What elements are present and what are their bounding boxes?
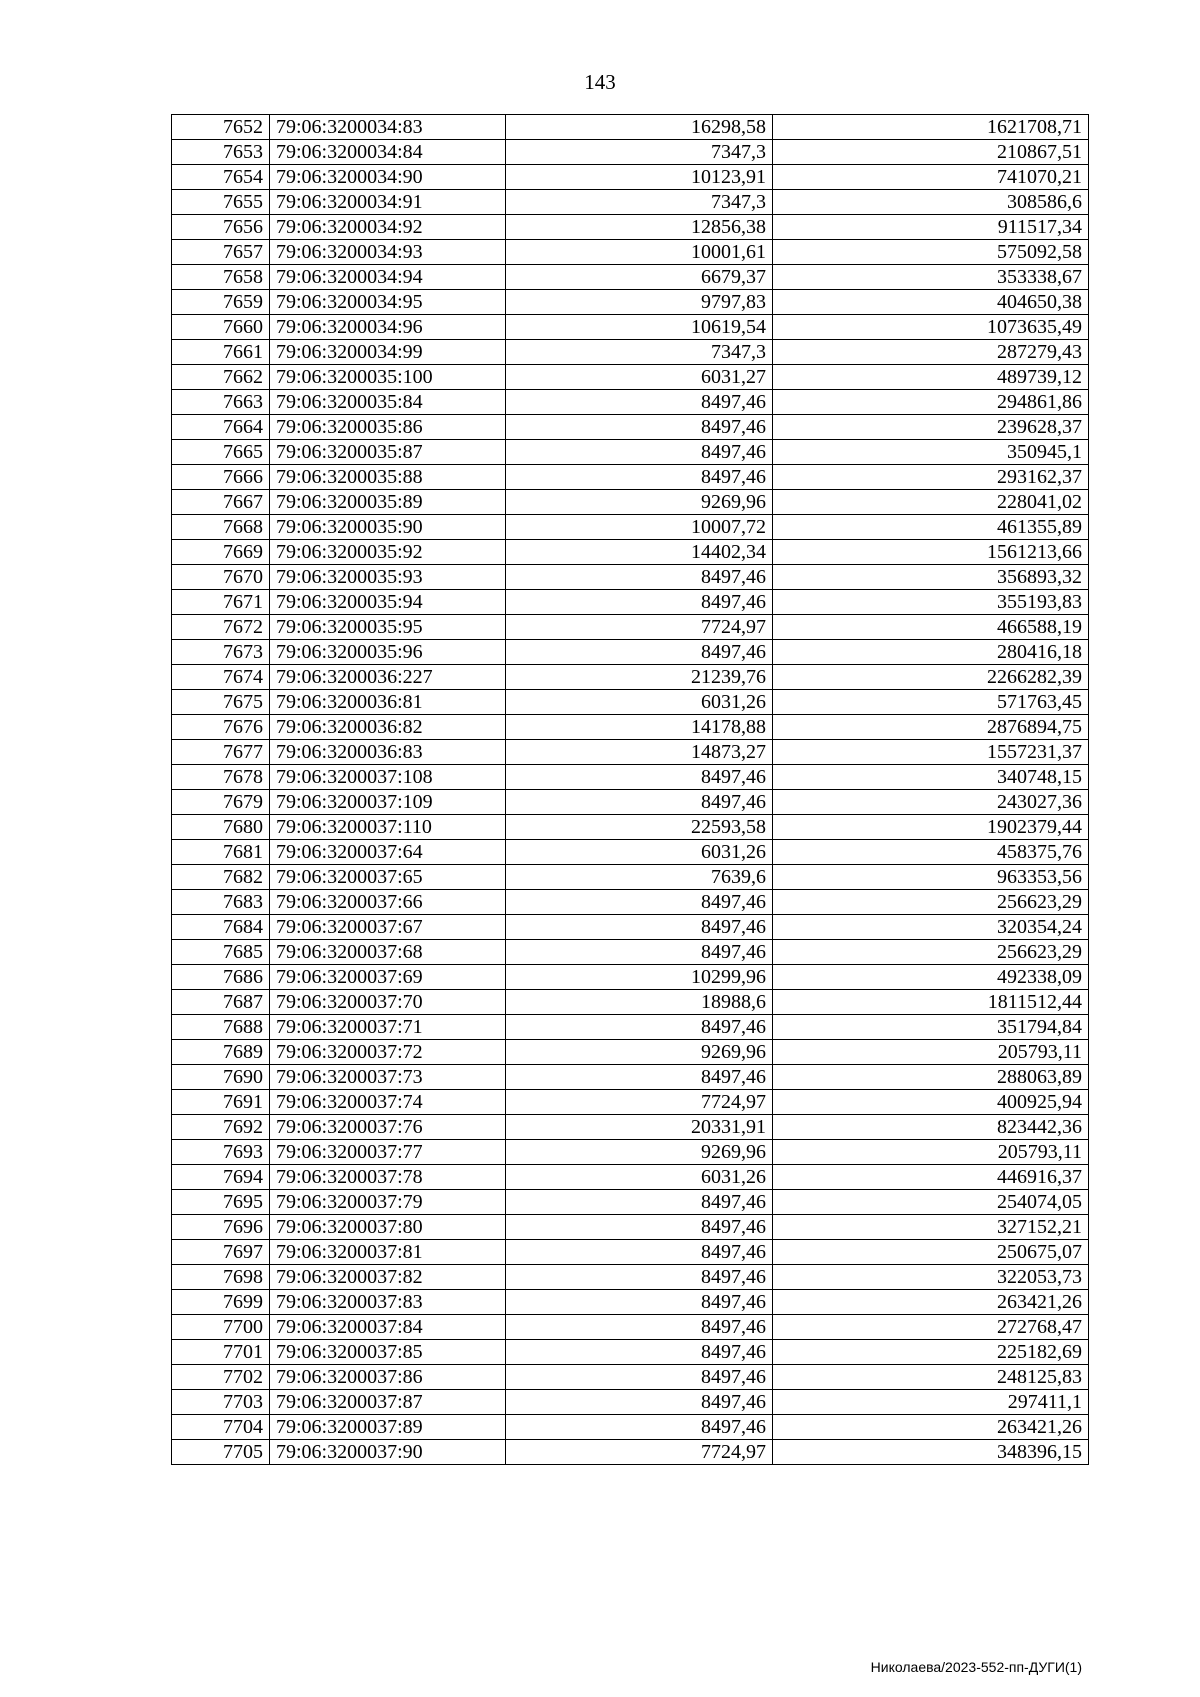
area-cell: 7639,6 bbox=[506, 865, 773, 890]
value-cell: 1811512,44 bbox=[773, 990, 1089, 1015]
value-cell: 228041,02 bbox=[773, 490, 1089, 515]
row-number-cell: 7687 bbox=[172, 990, 270, 1015]
cadastral-number-cell: 79:06:3200037:79 bbox=[270, 1190, 506, 1215]
row-number-cell: 7697 bbox=[172, 1240, 270, 1265]
table-row bbox=[172, 1090, 1089, 1115]
row-number-cell: 7683 bbox=[172, 890, 270, 915]
table-row bbox=[172, 540, 1089, 565]
row-number-cell: 7688 bbox=[172, 1015, 270, 1040]
table-row bbox=[172, 665, 1089, 690]
row-number-cell: 7670 bbox=[172, 565, 270, 590]
area-cell: 7724,97 bbox=[506, 615, 773, 640]
value-cell: 446916,37 bbox=[773, 1165, 1089, 1190]
area-cell: 7724,97 bbox=[506, 1090, 773, 1115]
value-cell: 272768,47 bbox=[773, 1315, 1089, 1340]
value-cell: 353338,67 bbox=[773, 265, 1089, 290]
row-number-cell: 7690 bbox=[172, 1065, 270, 1090]
row-number-cell: 7660 bbox=[172, 315, 270, 340]
table-row bbox=[172, 1390, 1089, 1415]
area-cell: 8497,46 bbox=[506, 1415, 773, 1440]
table-row bbox=[172, 365, 1089, 390]
value-cell: 263421,26 bbox=[773, 1290, 1089, 1315]
area-cell: 16298,58 bbox=[506, 115, 773, 140]
cadastral-number-cell: 79:06:3200037:84 bbox=[270, 1315, 506, 1340]
cadastral-number-cell: 79:06:3200037:66 bbox=[270, 890, 506, 915]
value-cell: 287279,43 bbox=[773, 340, 1089, 365]
value-cell: 288063,89 bbox=[773, 1065, 1089, 1090]
cadastral-number-cell: 79:06:3200035:87 bbox=[270, 440, 506, 465]
area-cell: 8497,46 bbox=[506, 890, 773, 915]
table-row bbox=[172, 1265, 1089, 1290]
table-row bbox=[172, 515, 1089, 540]
area-cell: 8497,46 bbox=[506, 1290, 773, 1315]
area-cell: 8497,46 bbox=[506, 1015, 773, 1040]
page-number: 143 bbox=[584, 70, 616, 94]
table-row bbox=[172, 190, 1089, 215]
area-cell: 8497,46 bbox=[506, 1065, 773, 1090]
row-number-cell: 7655 bbox=[172, 190, 270, 215]
cadastral-number-cell: 79:06:3200035:100 bbox=[270, 365, 506, 390]
row-number-cell: 7705 bbox=[172, 1440, 270, 1465]
area-cell: 8497,46 bbox=[506, 390, 773, 415]
value-cell: 492338,09 bbox=[773, 965, 1089, 990]
cadastral-number-cell: 79:06:3200037:85 bbox=[270, 1340, 506, 1365]
area-cell: 14873,27 bbox=[506, 740, 773, 765]
value-cell: 2266282,39 bbox=[773, 665, 1089, 690]
value-cell: 350945,1 bbox=[773, 440, 1089, 465]
area-cell: 22593,58 bbox=[506, 815, 773, 840]
cadastral-number-cell: 79:06:3200037:83 bbox=[270, 1290, 506, 1315]
cadastral-number-cell: 79:06:3200037:68 bbox=[270, 940, 506, 965]
row-number-cell: 7677 bbox=[172, 740, 270, 765]
cadastral-number-cell: 79:06:3200037:108 bbox=[270, 765, 506, 790]
cadastral-number-cell: 79:06:3200035:86 bbox=[270, 415, 506, 440]
area-cell: 8497,46 bbox=[506, 1240, 773, 1265]
row-number-cell: 7665 bbox=[172, 440, 270, 465]
value-cell: 575092,58 bbox=[773, 240, 1089, 265]
table-row bbox=[172, 965, 1089, 990]
row-number-cell: 7658 bbox=[172, 265, 270, 290]
cadastral-number-cell: 79:06:3200036:227 bbox=[270, 665, 506, 690]
table-row bbox=[172, 415, 1089, 440]
table-row bbox=[172, 840, 1089, 865]
value-cell: 294861,86 bbox=[773, 390, 1089, 415]
area-cell: 10299,96 bbox=[506, 965, 773, 990]
area-cell: 8497,46 bbox=[506, 565, 773, 590]
cadastral-number-cell: 79:06:3200034:95 bbox=[270, 290, 506, 315]
row-number-cell: 7654 bbox=[172, 165, 270, 190]
value-cell: 404650,38 bbox=[773, 290, 1089, 315]
table-row bbox=[172, 1015, 1089, 1040]
cadastral-number-cell: 79:06:3200037:70 bbox=[270, 990, 506, 1015]
area-cell: 8497,46 bbox=[506, 765, 773, 790]
cadastral-number-cell: 79:06:3200037:76 bbox=[270, 1115, 506, 1140]
value-cell: 243027,36 bbox=[773, 790, 1089, 815]
table-row bbox=[172, 690, 1089, 715]
cadastral-number-cell: 79:06:3200034:84 bbox=[270, 140, 506, 165]
value-cell: 320354,24 bbox=[773, 915, 1089, 940]
table-row bbox=[172, 465, 1089, 490]
value-cell: 293162,37 bbox=[773, 465, 1089, 490]
table-body bbox=[172, 115, 1089, 1465]
row-number-cell: 7699 bbox=[172, 1290, 270, 1315]
value-cell: 297411,1 bbox=[773, 1390, 1089, 1415]
table-row bbox=[172, 1065, 1089, 1090]
table-row bbox=[172, 1165, 1089, 1190]
area-cell: 6031,26 bbox=[506, 690, 773, 715]
table-row bbox=[172, 1215, 1089, 1240]
cadastral-number-cell: 79:06:3200036:83 bbox=[270, 740, 506, 765]
cadastral-number-cell: 79:06:3200034:99 bbox=[270, 340, 506, 365]
row-number-cell: 7682 bbox=[172, 865, 270, 890]
table-row bbox=[172, 815, 1089, 840]
table-row bbox=[172, 915, 1089, 940]
row-number-cell: 7698 bbox=[172, 1265, 270, 1290]
area-cell: 8497,46 bbox=[506, 590, 773, 615]
cadastral-number-cell: 79:06:3200037:86 bbox=[270, 1365, 506, 1390]
row-number-cell: 7674 bbox=[172, 665, 270, 690]
row-number-cell: 7696 bbox=[172, 1215, 270, 1240]
cadastral-number-cell: 79:06:3200037:89 bbox=[270, 1415, 506, 1440]
table-row bbox=[172, 1140, 1089, 1165]
cadastral-table bbox=[171, 114, 1089, 1465]
row-number-cell: 7659 bbox=[172, 290, 270, 315]
cadastral-number-cell: 79:06:3200037:109 bbox=[270, 790, 506, 815]
value-cell: 210867,51 bbox=[773, 140, 1089, 165]
cadastral-number-cell: 79:06:3200035:88 bbox=[270, 465, 506, 490]
table-row bbox=[172, 1240, 1089, 1265]
value-cell: 1073635,49 bbox=[773, 315, 1089, 340]
value-cell: 248125,83 bbox=[773, 1365, 1089, 1390]
area-cell: 8497,46 bbox=[506, 1340, 773, 1365]
table-row bbox=[172, 740, 1089, 765]
area-cell: 7724,97 bbox=[506, 1440, 773, 1465]
area-cell: 7347,3 bbox=[506, 340, 773, 365]
cadastral-number-cell: 79:06:3200037:78 bbox=[270, 1165, 506, 1190]
row-number-cell: 7701 bbox=[172, 1340, 270, 1365]
row-number-cell: 7685 bbox=[172, 940, 270, 965]
area-cell: 18988,6 bbox=[506, 990, 773, 1015]
value-cell: 254074,05 bbox=[773, 1190, 1089, 1215]
area-cell: 10619,54 bbox=[506, 315, 773, 340]
table-row bbox=[172, 1340, 1089, 1365]
area-cell: 7347,3 bbox=[506, 190, 773, 215]
row-number-cell: 7661 bbox=[172, 340, 270, 365]
cadastral-number-cell: 79:06:3200037:72 bbox=[270, 1040, 506, 1065]
row-number-cell: 7691 bbox=[172, 1090, 270, 1115]
cadastral-number-cell: 79:06:3200035:93 bbox=[270, 565, 506, 590]
area-cell: 10007,72 bbox=[506, 515, 773, 540]
cadastral-number-cell: 79:06:3200034:83 bbox=[270, 115, 506, 140]
area-cell: 6679,37 bbox=[506, 265, 773, 290]
area-cell: 14402,34 bbox=[506, 540, 773, 565]
row-number-cell: 7700 bbox=[172, 1315, 270, 1340]
value-cell: 911517,34 bbox=[773, 215, 1089, 240]
cadastral-number-cell: 79:06:3200037:74 bbox=[270, 1090, 506, 1115]
row-number-cell: 7669 bbox=[172, 540, 270, 565]
value-cell: 741070,21 bbox=[773, 165, 1089, 190]
value-cell: 355193,83 bbox=[773, 590, 1089, 615]
table-row bbox=[172, 1315, 1089, 1340]
area-cell: 8497,46 bbox=[506, 465, 773, 490]
value-cell: 225182,69 bbox=[773, 1340, 1089, 1365]
area-cell: 9797,83 bbox=[506, 290, 773, 315]
value-cell: 327152,21 bbox=[773, 1215, 1089, 1240]
area-cell: 8497,46 bbox=[506, 1190, 773, 1215]
area-cell: 9269,96 bbox=[506, 1040, 773, 1065]
value-cell: 205793,11 bbox=[773, 1040, 1089, 1065]
value-cell: 1621708,71 bbox=[773, 115, 1089, 140]
value-cell: 256623,29 bbox=[773, 940, 1089, 965]
value-cell: 322053,73 bbox=[773, 1265, 1089, 1290]
row-number-cell: 7704 bbox=[172, 1415, 270, 1440]
row-number-cell: 7695 bbox=[172, 1190, 270, 1215]
area-cell: 6031,27 bbox=[506, 365, 773, 390]
table-row bbox=[172, 1190, 1089, 1215]
table-row bbox=[172, 1040, 1089, 1065]
value-cell: 340748,15 bbox=[773, 765, 1089, 790]
row-number-cell: 7656 bbox=[172, 215, 270, 240]
table-row bbox=[172, 1365, 1089, 1390]
area-cell: 9269,96 bbox=[506, 490, 773, 515]
table-row bbox=[172, 115, 1089, 140]
cadastral-number-cell: 79:06:3200037:110 bbox=[270, 815, 506, 840]
table-row bbox=[172, 865, 1089, 890]
row-number-cell: 7686 bbox=[172, 965, 270, 990]
value-cell: 356893,32 bbox=[773, 565, 1089, 590]
area-cell: 8497,46 bbox=[506, 1315, 773, 1340]
value-cell: 351794,84 bbox=[773, 1015, 1089, 1040]
table-row bbox=[172, 765, 1089, 790]
area-cell: 6031,26 bbox=[506, 1165, 773, 1190]
area-cell: 7347,3 bbox=[506, 140, 773, 165]
table-row bbox=[172, 1440, 1089, 1465]
table-row bbox=[172, 1290, 1089, 1315]
cadastral-number-cell: 79:06:3200037:80 bbox=[270, 1215, 506, 1240]
area-cell: 8497,46 bbox=[506, 640, 773, 665]
value-cell: 348396,15 bbox=[773, 1440, 1089, 1465]
value-cell: 256623,29 bbox=[773, 890, 1089, 915]
table-row bbox=[172, 265, 1089, 290]
row-number-cell: 7694 bbox=[172, 1165, 270, 1190]
value-cell: 239628,37 bbox=[773, 415, 1089, 440]
document-footer: Николаева/2023-552-пп-ДУГИ(1) bbox=[870, 1659, 1082, 1675]
value-cell: 1902379,44 bbox=[773, 815, 1089, 840]
table-row bbox=[172, 890, 1089, 915]
value-cell: 263421,26 bbox=[773, 1415, 1089, 1440]
row-number-cell: 7702 bbox=[172, 1365, 270, 1390]
row-number-cell: 7666 bbox=[172, 465, 270, 490]
row-number-cell: 7681 bbox=[172, 840, 270, 865]
area-cell: 8497,46 bbox=[506, 1365, 773, 1390]
value-cell: 400925,94 bbox=[773, 1090, 1089, 1115]
cadastral-number-cell: 79:06:3200036:81 bbox=[270, 690, 506, 715]
table-row bbox=[172, 1115, 1089, 1140]
table-row bbox=[172, 640, 1089, 665]
cadastral-number-cell: 79:06:3200035:90 bbox=[270, 515, 506, 540]
table-row bbox=[172, 565, 1089, 590]
table-row bbox=[172, 790, 1089, 815]
area-cell: 12856,38 bbox=[506, 215, 773, 240]
cadastral-number-cell: 79:06:3200037:90 bbox=[270, 1440, 506, 1465]
area-cell: 10123,91 bbox=[506, 165, 773, 190]
value-cell: 205793,11 bbox=[773, 1140, 1089, 1165]
row-number-cell: 7664 bbox=[172, 415, 270, 440]
value-cell: 250675,07 bbox=[773, 1240, 1089, 1265]
table-row bbox=[172, 140, 1089, 165]
row-number-cell: 7671 bbox=[172, 590, 270, 615]
table-row bbox=[172, 340, 1089, 365]
row-number-cell: 7672 bbox=[172, 615, 270, 640]
cadastral-number-cell: 79:06:3200037:65 bbox=[270, 865, 506, 890]
cadastral-number-cell: 79:06:3200034:96 bbox=[270, 315, 506, 340]
area-cell: 21239,76 bbox=[506, 665, 773, 690]
area-cell: 6031,26 bbox=[506, 840, 773, 865]
cadastral-number-cell: 79:06:3200035:89 bbox=[270, 490, 506, 515]
cadastral-number-cell: 79:06:3200036:82 bbox=[270, 715, 506, 740]
table-row bbox=[172, 490, 1089, 515]
area-cell: 20331,91 bbox=[506, 1115, 773, 1140]
row-number-cell: 7652 bbox=[172, 115, 270, 140]
cadastral-number-cell: 79:06:3200037:71 bbox=[270, 1015, 506, 1040]
row-number-cell: 7657 bbox=[172, 240, 270, 265]
cadastral-number-cell: 79:06:3200037:87 bbox=[270, 1390, 506, 1415]
cadastral-number-cell: 79:06:3200037:77 bbox=[270, 1140, 506, 1165]
row-number-cell: 7693 bbox=[172, 1140, 270, 1165]
value-cell: 280416,18 bbox=[773, 640, 1089, 665]
value-cell: 963353,56 bbox=[773, 865, 1089, 890]
cadastral-number-cell: 79:06:3200037:73 bbox=[270, 1065, 506, 1090]
cadastral-number-cell: 79:06:3200034:90 bbox=[270, 165, 506, 190]
row-number-cell: 7676 bbox=[172, 715, 270, 740]
row-number-cell: 7663 bbox=[172, 390, 270, 415]
row-number-cell: 7678 bbox=[172, 765, 270, 790]
row-number-cell: 7703 bbox=[172, 1390, 270, 1415]
table-row bbox=[172, 165, 1089, 190]
table-row bbox=[172, 290, 1089, 315]
cadastral-number-cell: 79:06:3200034:93 bbox=[270, 240, 506, 265]
cadastral-number-cell: 79:06:3200037:64 bbox=[270, 840, 506, 865]
row-number-cell: 7675 bbox=[172, 690, 270, 715]
value-cell: 1557231,37 bbox=[773, 740, 1089, 765]
cadastral-number-cell: 79:06:3200037:69 bbox=[270, 965, 506, 990]
cadastral-number-cell: 79:06:3200037:67 bbox=[270, 915, 506, 940]
value-cell: 489739,12 bbox=[773, 365, 1089, 390]
area-cell: 8497,46 bbox=[506, 1215, 773, 1240]
row-number-cell: 7673 bbox=[172, 640, 270, 665]
value-cell: 1561213,66 bbox=[773, 540, 1089, 565]
table-row bbox=[172, 590, 1089, 615]
row-number-cell: 7679 bbox=[172, 790, 270, 815]
cadastral-number-cell: 79:06:3200035:94 bbox=[270, 590, 506, 615]
table-row bbox=[172, 615, 1089, 640]
value-cell: 823442,36 bbox=[773, 1115, 1089, 1140]
cadastral-number-cell: 79:06:3200035:95 bbox=[270, 615, 506, 640]
table-row bbox=[172, 940, 1089, 965]
row-number-cell: 7667 bbox=[172, 490, 270, 515]
row-number-cell: 7692 bbox=[172, 1115, 270, 1140]
row-number-cell: 7653 bbox=[172, 140, 270, 165]
table-row bbox=[172, 990, 1089, 1015]
area-cell: 14178,88 bbox=[506, 715, 773, 740]
value-cell: 458375,76 bbox=[773, 840, 1089, 865]
cadastral-number-cell: 79:06:3200037:81 bbox=[270, 1240, 506, 1265]
area-cell: 8497,46 bbox=[506, 915, 773, 940]
cadastral-number-cell: 79:06:3200034:92 bbox=[270, 215, 506, 240]
table-row bbox=[172, 215, 1089, 240]
area-cell: 8497,46 bbox=[506, 790, 773, 815]
table-row bbox=[172, 715, 1089, 740]
area-cell: 8497,46 bbox=[506, 1390, 773, 1415]
area-cell: 8497,46 bbox=[506, 940, 773, 965]
cadastral-number-cell: 79:06:3200037:82 bbox=[270, 1265, 506, 1290]
row-number-cell: 7680 bbox=[172, 815, 270, 840]
value-cell: 461355,89 bbox=[773, 515, 1089, 540]
area-cell: 10001,61 bbox=[506, 240, 773, 265]
cadastral-number-cell: 79:06:3200034:94 bbox=[270, 265, 506, 290]
table-row bbox=[172, 440, 1089, 465]
area-cell: 8497,46 bbox=[506, 415, 773, 440]
area-cell: 8497,46 bbox=[506, 1265, 773, 1290]
row-number-cell: 7662 bbox=[172, 365, 270, 390]
cadastral-number-cell: 79:06:3200035:84 bbox=[270, 390, 506, 415]
cadastral-number-cell: 79:06:3200035:92 bbox=[270, 540, 506, 565]
row-number-cell: 7689 bbox=[172, 1040, 270, 1065]
row-number-cell: 7668 bbox=[172, 515, 270, 540]
table-row bbox=[172, 240, 1089, 265]
value-cell: 308586,6 bbox=[773, 190, 1089, 215]
table-row bbox=[172, 1415, 1089, 1440]
table-row bbox=[172, 315, 1089, 340]
value-cell: 466588,19 bbox=[773, 615, 1089, 640]
value-cell: 571763,45 bbox=[773, 690, 1089, 715]
cadastral-number-cell: 79:06:3200034:91 bbox=[270, 190, 506, 215]
cadastral-number-cell: 79:06:3200035:96 bbox=[270, 640, 506, 665]
row-number-cell: 7684 bbox=[172, 915, 270, 940]
table-row bbox=[172, 390, 1089, 415]
area-cell: 9269,96 bbox=[506, 1140, 773, 1165]
area-cell: 8497,46 bbox=[506, 440, 773, 465]
value-cell: 2876894,75 bbox=[773, 715, 1089, 740]
